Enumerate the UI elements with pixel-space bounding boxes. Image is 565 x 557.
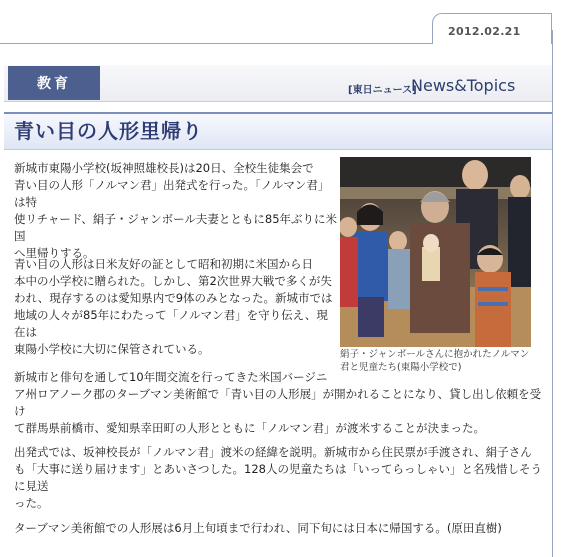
article-headline: 青い目の人形里帰り — [14, 119, 203, 143]
news-topics-title: News&Topics — [411, 76, 516, 95]
article-paragraph-3: 新城市と俳句を通して10年間交流を行ってきた米国バージニ ア州ロアノーク郡のターブマン美術館で「青い目の人形展」が開かれることになり、貸し出し依頼を受け て群馬県前橋市、愛知県幸田町の人形とともに「ノルマン君」が渡米することが決まった。 — [14, 370, 542, 435]
photo-illustration — [340, 157, 531, 347]
category-label: 教育 — [8, 66, 100, 100]
article-paragraph-4: 出発式では、坂神校長が「ノルマン君」渡米の経緯を説明。新城市から住民票が手渡され、絹子さん も「大事に送り届けます」とあいさつした。128人の児童たちは「いってらっしゃい」と名残惜しそうに見送 った。 — [14, 445, 542, 510]
right-margin — [552, 0, 565, 557]
article-paragraph-1: 新城市東陽小学校(坂神照雄校長)は20日、全校生徒集会で 青い目の人形「ノルマン君」出発式を行った。「ノルマン君」は特 使リチャード、絹子・ジャンボール夫妻とともに85年ぶりに米国 へ里帰りする。 — [14, 161, 338, 260]
news-source-label: [東日ニュース] — [348, 85, 417, 96]
article-photo — [340, 157, 531, 347]
publish-date: 2012.02.21 — [448, 25, 521, 38]
photo-caption: 絹子・ジャンボールさんに抱かれたノルマン 君と児童たち(東陽小学校で) — [340, 349, 530, 373]
article-paragraph-2: 青い目の人形は日米友好の証として昭和初期に米国から日 本中の小学校に贈られた。しかし、第2次世界大戦で多くが失 われ、現存するのは愛知県内で9体のみとなった。新城市では 地域の人々が85年にわたって「ノルマン君」を守り伝え、現在は 東陽小学校に大切に保管されている。 — [14, 257, 333, 356]
article-paragraph-5: ターブマン美術館での人形展は6月上旬頃まで行われ、同下旬には日本に帰国する。(原田直樹) — [14, 521, 502, 535]
header-rule — [0, 43, 435, 44]
right-border — [552, 30, 553, 557]
